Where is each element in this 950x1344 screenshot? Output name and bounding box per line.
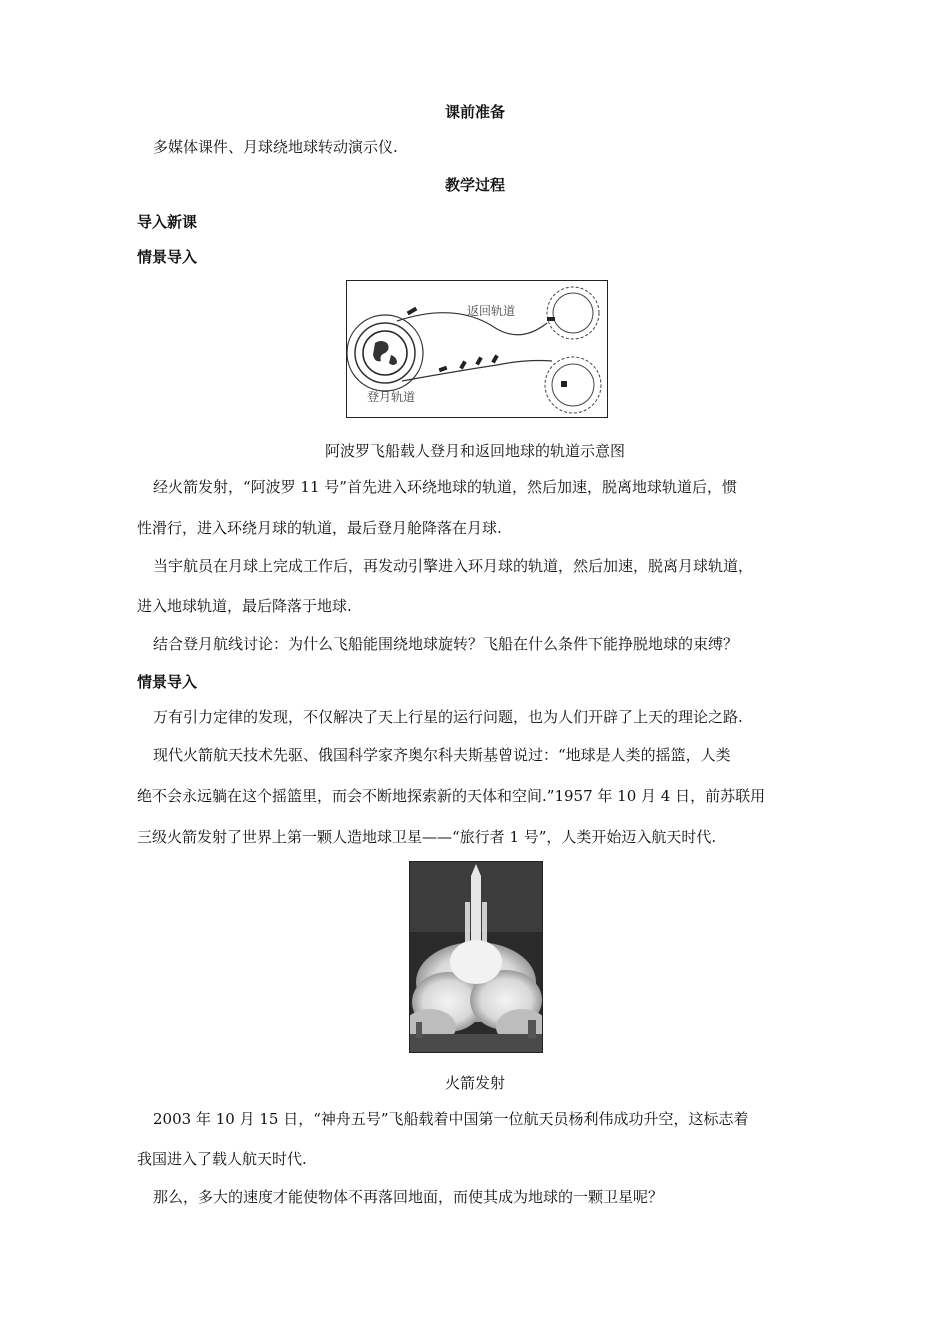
- paragraph-1-line-2: 性滑行，进入环绕月球的轨道，最后登月舱降落在月球.: [137, 519, 502, 537]
- paragraph-2-line-1: 当宇航员在月球上完成工作后，再发动引擎进入环月球的轨道，然后加速，脱离月球轨道，: [153, 557, 754, 575]
- paragraph-7: 那么，多大的速度才能使物体不再落回地面，而使其成为地球的一颗卫星呢？: [153, 1188, 664, 1206]
- heading-prep: 课前准备: [444, 103, 505, 121]
- heading-intro: 导入新课: [137, 213, 198, 231]
- paragraph-2-line-2: 进入地球轨道，最后降落于地球.: [137, 597, 352, 615]
- paragraph-1-line-1: 经火箭发射，“阿波罗 11 号”首先进入环绕地球的轨道，然后加速，脱离地球轨道后，惯: [153, 478, 737, 496]
- landing-orbit-label: 登月轨道: [367, 390, 416, 404]
- paragraph-5-line-2: 绝不会永远躺在这个摇篮里，而会不断地探索新的天体和空间.”1957 年 10 月 4 日，前苏联用: [137, 787, 766, 805]
- figure1-caption: 阿波罗飞船载人登月和返回地球的轨道示意图: [324, 442, 625, 460]
- rocket-svg: [410, 862, 542, 1052]
- orbit-svg: [347, 281, 607, 417]
- paragraph-5-line-1: 现代火箭航天技术先驱、俄国科学家齐奥尔科夫斯基曾说过：“地球是人类的摇篮，人类: [153, 746, 731, 764]
- figure2-caption: 火箭发射: [444, 1074, 505, 1092]
- paragraph-5-line-3: 三级火箭发射了世界上第一颗人造地球卫星——“旅行者 1 号”，人类开始迈入航天时代.: [137, 828, 717, 846]
- heading-scene-2: 情景导入: [137, 673, 198, 691]
- rocket-icon: [471, 876, 481, 946]
- prep-text: 多媒体课件、月球绕地球转动演示仪.: [153, 138, 398, 156]
- apollo-orbit-diagram: [346, 280, 608, 418]
- paragraph-6-line-2: 我国进入了载人航天时代.: [137, 1150, 307, 1168]
- paragraph-6-line-1: 2003 年 10 月 15 日，“神舟五号”飞船载着中国第一位航天员杨利伟成功升空，这标志着: [153, 1110, 749, 1128]
- return-orbit-label: 返回轨道: [467, 304, 516, 318]
- heading-process: 教学过程: [444, 176, 505, 194]
- rocket-launch-photo: [409, 861, 543, 1053]
- paragraph-4: 万有引力定律的发现，不仅解决了天上行星的运行问题，也为人们开辟了上天的理论之路.: [153, 708, 743, 726]
- paragraph-3: 结合登月航线讨论：为什么飞船能围绕地球旋转？飞船在什么条件下能挣脱地球的束缚？: [153, 635, 739, 653]
- heading-scene-1: 情景导入: [137, 248, 198, 266]
